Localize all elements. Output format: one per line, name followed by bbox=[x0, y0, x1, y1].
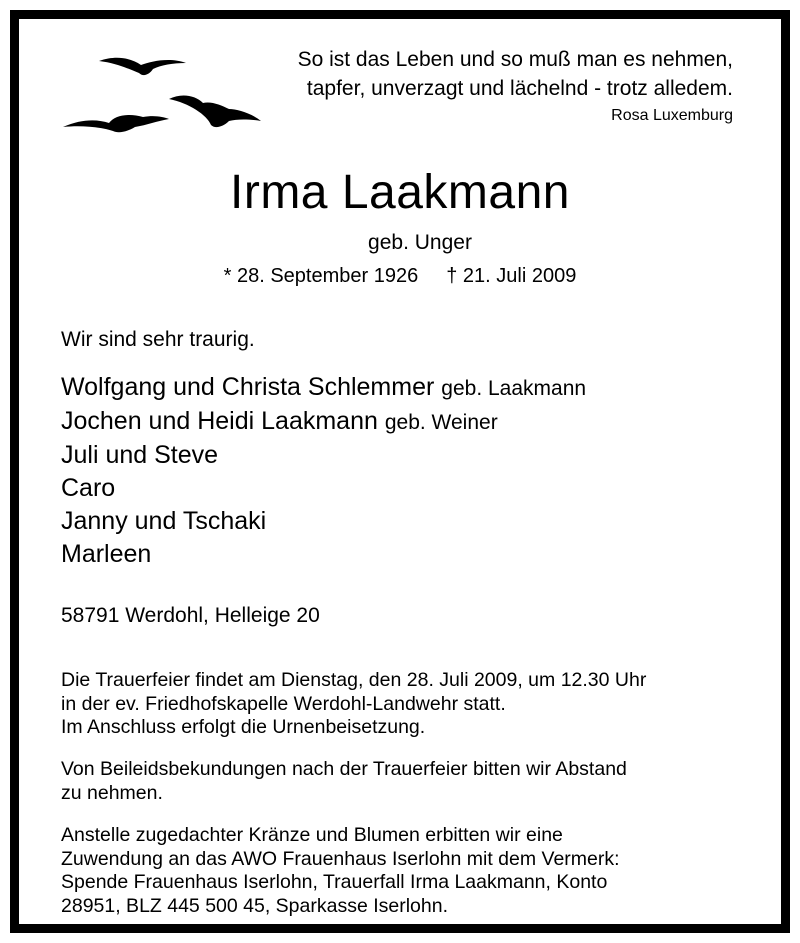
list-item bbox=[61, 505, 586, 538]
condolence-info bbox=[61, 758, 627, 805]
family-list bbox=[61, 371, 586, 571]
family-name: Juli und Steve bbox=[61, 441, 219, 469]
text-line: zu nehmen. bbox=[61, 781, 163, 804]
obituary-notice bbox=[10, 10, 790, 933]
text-line: Die Trauerfeier findet am Dienstag, den 28. Juli 2009, um 12.30 Uhr bbox=[61, 669, 647, 691]
text-line: Anstelle zugedachter Kränze und Blumen erbitten wir eine bbox=[61, 824, 563, 846]
motto-quote bbox=[298, 45, 733, 127]
funeral-info bbox=[61, 669, 646, 740]
family-name: Janny und Tschaki bbox=[61, 507, 267, 535]
text-line: Spende Frauenhaus Iserlohn, Trauerfall Irma Laakmann, Konto bbox=[61, 871, 608, 893]
life-dates bbox=[19, 263, 781, 289]
motto-line: So ist das Leben und so muß man es nehmen, bbox=[297, 48, 733, 71]
text-line: Zuwendung an das AWO Frauenhaus Iserlohn mit dem Vermerk: bbox=[61, 847, 620, 870]
family-name: Wolfgang und Christa Schlemmer bbox=[61, 373, 435, 401]
text-line: in der ev. Friedhofskapelle Werdohl-Landwehr statt. bbox=[61, 692, 506, 715]
motto-author: Rosa Luxemburg bbox=[611, 107, 733, 124]
motto-line: tapfer, unverzagt und lächelnd - trotz alledem. bbox=[306, 77, 733, 100]
text-line: Im Anschluss erfolgt die Urnenbeisetzung. bbox=[61, 716, 426, 738]
list-item bbox=[61, 371, 586, 405]
donation-info bbox=[61, 824, 620, 918]
death-date: † 21. Juli 2009 bbox=[446, 265, 577, 287]
family-name: Jochen und Heidi Laakmann bbox=[61, 407, 378, 435]
deceased-name: Irma Laakmann bbox=[230, 166, 570, 219]
list-item bbox=[61, 538, 586, 571]
list-item bbox=[61, 405, 586, 439]
text-line: 28951, BLZ 445 500 45, Sparkasse Iserlohn. bbox=[61, 894, 449, 917]
list-item bbox=[61, 472, 586, 505]
family-name: Caro bbox=[61, 474, 116, 502]
family-name: Marleen bbox=[61, 540, 152, 568]
flying-birds-icon bbox=[61, 49, 291, 149]
family-note: geb. Laakmann bbox=[441, 377, 587, 400]
intro-text: Wir sind sehr traurig. bbox=[61, 328, 255, 351]
address: 58791 Werdohl, Helleige 20 bbox=[61, 604, 320, 627]
text-line: Von Beileidsbekundungen nach der Trauerfeier bitten wir Abstand bbox=[61, 758, 627, 780]
birth-date: * 28. September 1926 bbox=[223, 265, 419, 287]
family-note: geb. Weiner bbox=[384, 411, 498, 434]
list-item bbox=[61, 439, 586, 472]
maiden-name: geb. Unger bbox=[368, 231, 472, 254]
